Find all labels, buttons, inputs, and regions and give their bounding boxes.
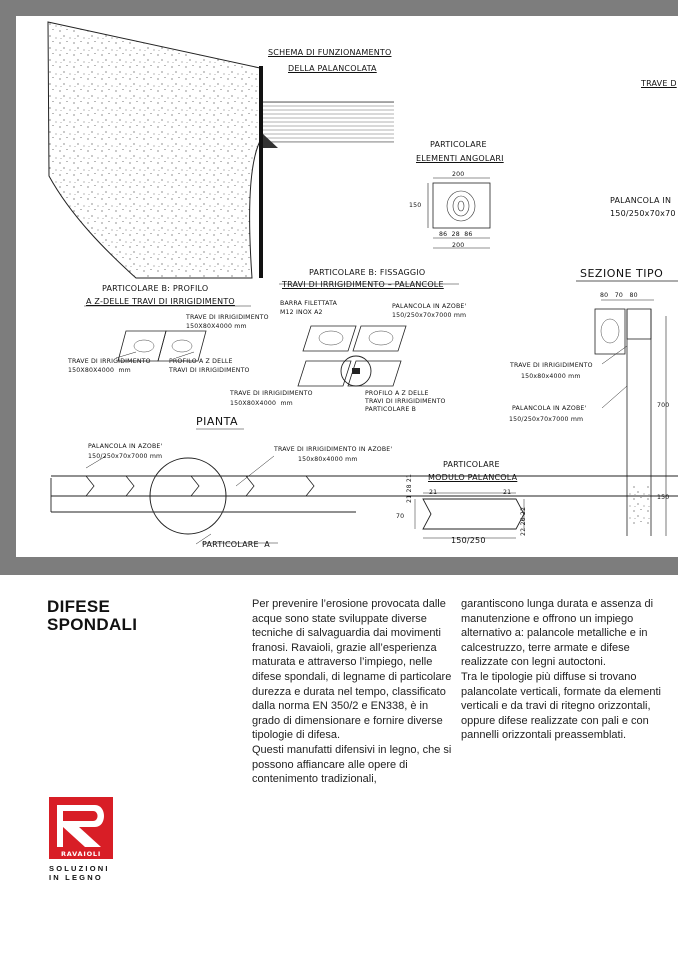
dim-150-section: 150 [657, 494, 670, 501]
technical-drawing [16, 16, 678, 557]
module-detail [415, 493, 524, 538]
dim-70: 70 [396, 513, 405, 520]
part-b-fissaggio-2: TRAVI DI IRRIGIDIMENTO – PALANCOLE [282, 280, 444, 289]
particolare-a: PARTICOLARE A [202, 540, 270, 549]
dim-modulo-left: 21 28 21 [406, 473, 413, 503]
profilo-z-b-3: PARTICOLARE B [365, 406, 417, 413]
schema-title-1: SCHEMA DI FUNZIONAMENTO [268, 48, 392, 57]
dim-200-bottom: 200 [452, 242, 465, 249]
palancola-azobe-mid-1: PALANCOLA IN AZOBE' [392, 303, 467, 310]
palancola-azobe-right-2: 150/250x70x7000 mm [509, 416, 584, 423]
palancola-pianta-2: 150/250x70x7000 mm [88, 453, 163, 460]
trave-irr-small-2: 150X80X4000 mm [186, 323, 247, 330]
sezione-tipo: SEZIONE TIPO [580, 267, 664, 280]
dim-700: 700 [657, 402, 670, 409]
trave-irr-left-2: 150X80X4000 mm [68, 367, 131, 374]
profilo-z-1: PROFILO A Z DELLE [169, 358, 233, 365]
title-line-2: SPONDALI [47, 615, 138, 634]
col2-paragraph-1: garantiscono lunga durata e assenza di manutenzione e offrono un impiego alternativo a: palancole metalliche e in calcestruzzo, terre armate e difese realizzate con legni autoctoni. [461, 598, 654, 669]
logo-text: RAVAIOLI [60, 850, 102, 858]
dim-modulo-right: 22 26 22 [520, 506, 527, 536]
dim-21-left: 21 [429, 489, 438, 496]
trave-pianta-2: 150x80x4000 mm [298, 456, 358, 463]
schema-title-2: DELLA PALANCOLATA [288, 64, 377, 73]
title-line-1: DIFESE [47, 597, 111, 616]
trave-irr-small-1: TRAVE DI IRRIGIDIMENTO [186, 314, 269, 321]
trave-irr-left-1: TRAVE DI IRRIGIDIMENTO [68, 358, 151, 365]
barra-2: M12 INOX A2 [280, 309, 323, 316]
tagline-line-1: SOLUZIONI [49, 864, 110, 873]
trave-irr-mid-2: 150X80X4000 mm [230, 400, 293, 407]
text-column-2 [461, 597, 676, 743]
dim-200-top: 200 [452, 171, 465, 178]
trave-irr-right-2: 150x80x4000 mm [521, 373, 581, 380]
col1-paragraph-1: Per prevenire l’erosione provocata dalle acque sono state sviluppate diverse tecniche di salvaguardia dai movimenti franosi. Ravaioli, grazie all’esperienza maturata e attraverso l’impiego, nelle difese spondali, di legname di particolare durezza e durata nel tempo, classificato dalla norma EN 350/2 e EN338, è in grado di dimensionare e fornire diverse tipologie di difesa. [252, 598, 452, 742]
brand-tagline [49, 864, 139, 882]
palancola-azobe-right-1: PALANCOLA IN AZOBE' [512, 405, 587, 412]
trave-irr-mid-1: TRAVE DI IRRIGIDIMENTO [230, 390, 313, 397]
text-column-1 [252, 597, 457, 787]
trave-irr-right-1: TRAVE DI IRRIGIDIMENTO [510, 362, 593, 369]
trave-pianta-1: TRAVE DI IRRIGIDIMENTO IN AZOBE' [274, 446, 393, 453]
modulo-2: MODULO PALANCOLA [428, 473, 518, 482]
section-title [47, 598, 217, 634]
modulo-1: PARTICOLARE [443, 460, 500, 469]
barra-1: BARRA FILETTATA [280, 300, 338, 307]
embankment-section [48, 22, 394, 278]
part-b-fissaggio-1: PARTICOLARE B: FISSAGGIO [309, 268, 426, 277]
dim-150-250: 150/250 [451, 536, 486, 545]
col1-paragraph-2: Questi manufatti difensivi in legno, che si possono affiancare alle opere di contenimento tradizionali, [252, 743, 452, 786]
tagline-line-2: IN LEGNO [49, 873, 103, 882]
part-b-profilo-1: PARTICOLARE B: PROFILO [102, 284, 209, 293]
trave-top-right: TRAVE D [641, 79, 677, 88]
dim-angolari-bottom: 86 28 86 [439, 231, 473, 238]
dim-150-left: 150 [409, 202, 422, 209]
palancola-right-2: 150/250x70x70 [610, 209, 676, 218]
palancola-azobe-mid-2: 150/250x70x7000 mm [392, 312, 467, 319]
sezione-dims: 80 70 80 [600, 292, 638, 299]
palancola-right-1: PALANCOLA IN [610, 196, 672, 205]
profilo-z-b-2: TRAVI DI IRRIGIDIMENTO [365, 398, 446, 405]
part-b-profilo-2: A Z-DELLE TRAVI DI IRRIGIDIMENTO [86, 297, 235, 306]
pianta-label: PIANTA [196, 415, 239, 428]
profilo-z-b-1: PROFILO A Z DELLE [365, 390, 429, 397]
ravaioli-logo-icon [49, 797, 113, 859]
particolare-angolari-2: ELEMENTI ANGOLARI [416, 154, 504, 163]
profilo-z-2: TRAVI DI IRRIGIDIMENTO [169, 367, 250, 374]
col2-paragraph-2: Tra le tipologie più diffuse si trovano palancolate verticali, formate da elementi verticali e da travi di ritegno orizzontali, oppure difese realizzate con pali e con pannelli orizzontali preassemblati. [461, 670, 661, 742]
particolare-angolari-1: PARTICOLARE [430, 140, 487, 149]
palancola-pianta-1: PALANCOLA IN AZOBE' [88, 443, 163, 450]
dim-21-right: 21 [503, 489, 512, 496]
